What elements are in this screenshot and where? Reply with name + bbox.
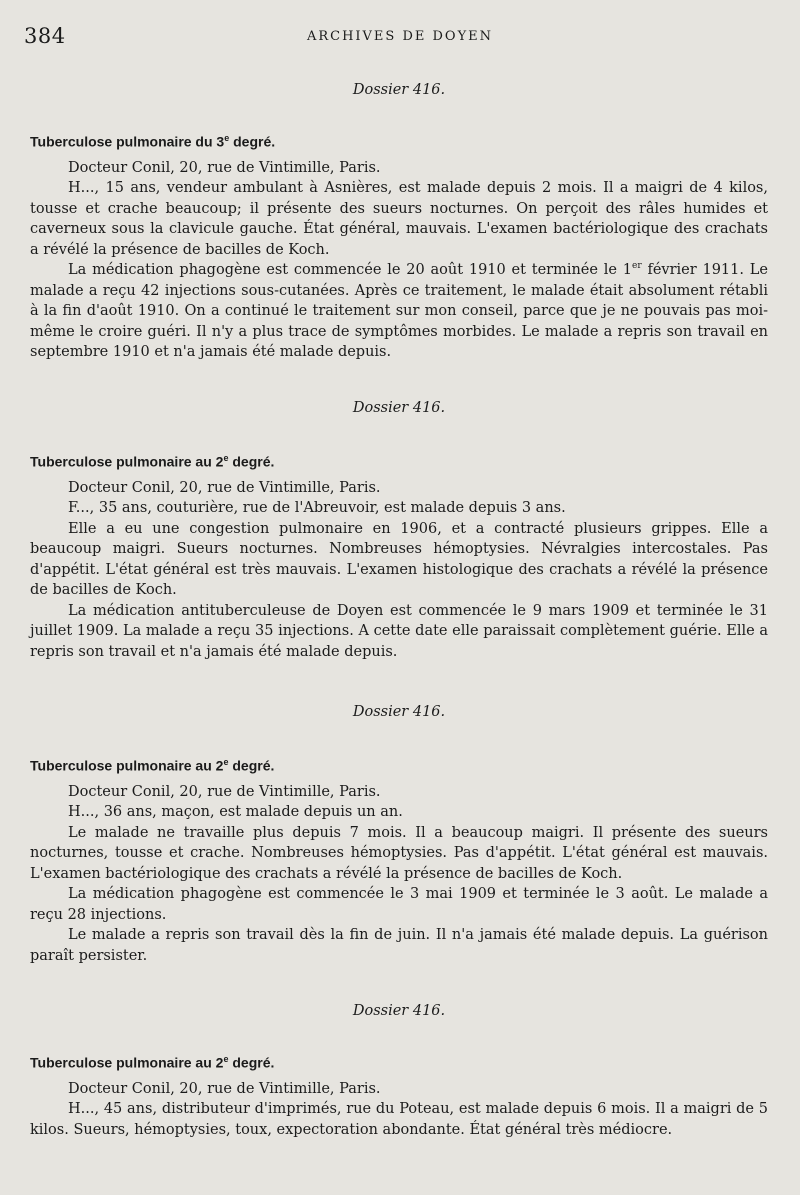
dossier-section-3 — [30, 704, 768, 966]
case-title: Tuberculose pulmonaire au 2e degré. — [30, 453, 275, 470]
case-paragraph: La médication phagogène est commencée le 3 mai 1909 et terminée le 3 août. Le malade a reçu 28 injections. — [30, 886, 768, 923]
case-paragraph: Elle a eu une congestion pulmonaire en 1906, et a contracté plusieurs grippes. Elle a beaucoup maigri. Sueurs nocturnes. Nombreuses hémoptysies. Névralgies intercostales. Pas d'appétit. L'état général est très mauvais. L'examen histologique des crachats a révélé la présence de bacilles de Koch. — [30, 520, 768, 599]
dossier-label: Dossier 416. — [352, 1003, 446, 1019]
case-paragraph: La médication antituberculeuse de Doyen est commencée le 9 mars 1909 et terminée le 31 juillet 1909. La malade a reçu 35 injections. A cette date elle paraissait complètement guérie. Elle a repris son travail et n'a jamais été malade depuis. — [30, 602, 768, 660]
case-title: Tuberculose pulmonaire du 3e degré. — [30, 133, 276, 150]
doctor-line: Docteur Conil, 20, rue de Vintimille, Paris. — [68, 1080, 381, 1097]
case-paragraph: H..., 45 ans, distributeur d'imprimés, rue du Poteau, est malade depuis 6 mois. Il a maigri de 5 kilos. Sueurs, hémoptysies, toux, expectoration abondante. État général très médiocre. — [30, 1101, 768, 1138]
dossier-label: Dossier 416. — [352, 82, 446, 98]
page-number: 384 — [24, 24, 66, 48]
case-paragraph: Le malade a repris son travail dès la fin de juin. Il n'a jamais été malade depuis. La guérison paraît persister. — [30, 927, 768, 964]
dossier-section-4 — [30, 1003, 768, 1140]
case-paragraph: La médication phagogène est commencée le 20 août 1910 et terminée le 1er février 1911. Le malade a reçu 42 injections sous-cutanées. Après ce traitement, le malade était absolument rétabli à la fin d'août 1910. On a continué le traitement sur mon conseil, parce que je ne pouvais pas moi-même le croire guéri. Il n'y a plus trace de symptômes morbides. Le malade a repris son travail en septembre 1910 et n'a jamais été malade depuis. — [30, 261, 768, 361]
dossier-section-1 — [30, 82, 768, 363]
doctor-line: Docteur Conil, 20, rue de Vintimille, Paris. — [68, 783, 381, 800]
dossier-section-2 — [30, 400, 768, 662]
case-paragraph: H..., 15 ans, vendeur ambulant à Asnières, est malade depuis 2 mois. Il a maigri de 4 kilos, tousse et crache beaucoup; il présente des sueurs nocturnes. On perçoit des râles humides et caverneux sous la clavicule gauche. État général, mauvais. L'examen bactériologique des crachats a révélé la présence de bacilles de Koch. — [30, 180, 768, 258]
case-paragraph: F..., 35 ans, couturière, rue de l'Abreuvoir, est malade depuis 3 ans. — [68, 500, 566, 517]
running-title: ARCHIVES DE DOYEN — [306, 29, 494, 44]
case-paragraph: Le malade ne travaille plus depuis 7 mois. Il a beaucoup maigri. Il présente des sueurs nocturnes, tousse et crache. Nombreuses hémoptysies. Pas d'appétit. L'état général est mauvais. L'examen bactériologique des crachats a révélé la présence de bacilles de Koch. — [30, 824, 768, 882]
dossier-label: Dossier 416. — [352, 400, 446, 416]
case-title: Tuberculose pulmonaire au 2e degré. — [30, 757, 275, 774]
doctor-line: Docteur Conil, 20, rue de Vintimille, Paris. — [68, 479, 381, 496]
dossier-label: Dossier 416. — [352, 704, 446, 720]
case-paragraph: H..., 36 ans, maçon, est malade depuis un an. — [68, 804, 403, 821]
doctor-line: Docteur Conil, 20, rue de Vintimille, Paris. — [68, 159, 381, 176]
page-header — [24, 24, 776, 52]
case-title: Tuberculose pulmonaire au 2e degré. — [30, 1054, 275, 1071]
